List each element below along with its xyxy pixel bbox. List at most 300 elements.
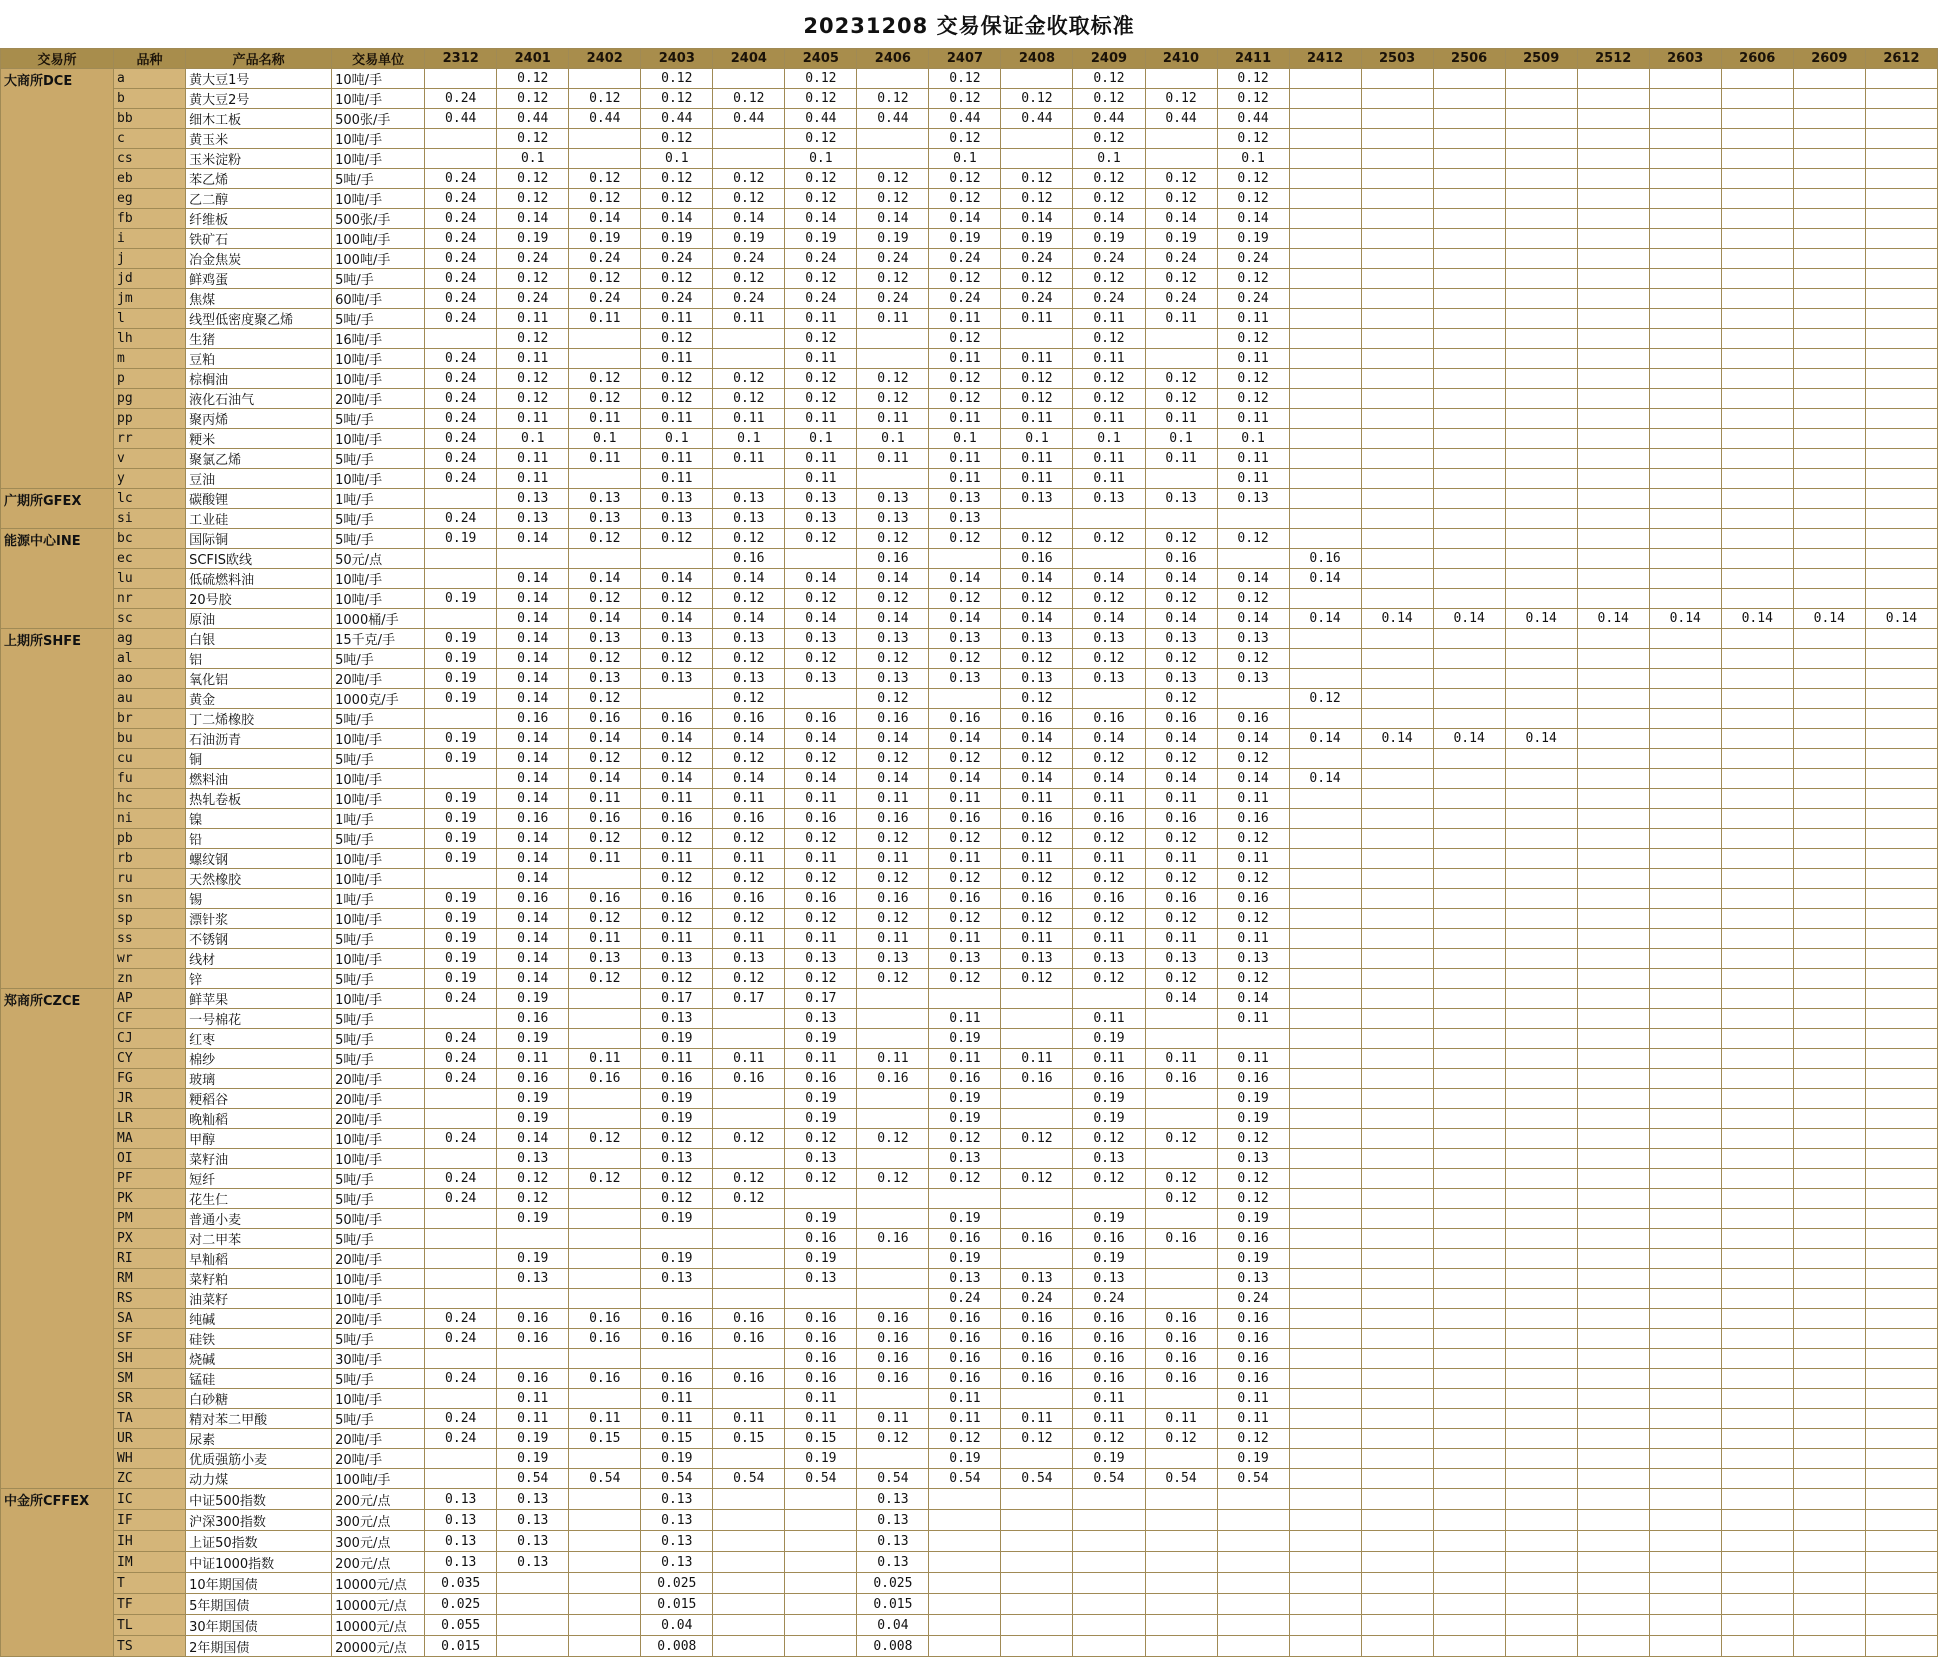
margin-rate-cell <box>1505 309 1577 329</box>
margin-rate-cell <box>1721 1189 1793 1209</box>
table-row <box>1 329 1938 349</box>
margin-rate-cell <box>1289 669 1361 689</box>
margin-rate-cell: 0.16 <box>497 1329 569 1349</box>
margin-rate-cell: 0.015 <box>857 1594 929 1615</box>
product-name-cell: 锰硅 <box>186 1369 332 1389</box>
table-row <box>1 189 1938 209</box>
margin-rate-cell: 0.19 <box>929 1109 1001 1129</box>
margin-rate-cell <box>1505 1269 1577 1289</box>
margin-rate-cell <box>1865 569 1937 589</box>
margin-rate-cell: 0.12 <box>713 969 785 989</box>
margin-rate-cell: 0.16 <box>1001 809 1073 829</box>
margin-rate-cell: 0.24 <box>1001 249 1073 269</box>
margin-rate-cell <box>1505 1169 1577 1189</box>
margin-rate-cell: 0.11 <box>785 1049 857 1069</box>
margin-rate-cell <box>1433 129 1505 149</box>
margin-rate-cell: 0.11 <box>1145 789 1217 809</box>
margin-rate-cell <box>569 149 641 169</box>
margin-rate-cell <box>713 149 785 169</box>
margin-rate-cell: 0.12 <box>1145 369 1217 389</box>
margin-rate-cell <box>1361 89 1433 109</box>
margin-rate-cell <box>1145 1289 1217 1309</box>
margin-rate-cell: 0.24 <box>425 389 497 409</box>
margin-rate-cell <box>1577 469 1649 489</box>
margin-rate-cell: 0.24 <box>641 289 713 309</box>
margin-rate-cell <box>1289 389 1361 409</box>
product-code-cell: zn <box>114 969 186 989</box>
margin-rate-cell: 0.14 <box>497 729 569 749</box>
margin-rate-cell: 0.19 <box>425 589 497 609</box>
column-header: 2410 <box>1145 49 1217 69</box>
margin-rate-cell <box>1145 1209 1217 1229</box>
margin-rate-cell <box>1865 1069 1937 1089</box>
margin-rate-cell: 0.16 <box>569 1069 641 1089</box>
margin-rate-cell <box>569 1349 641 1369</box>
margin-rate-cell <box>1073 1594 1145 1615</box>
margin-rate-cell: 0.24 <box>1073 249 1145 269</box>
product-code-cell: bc <box>114 529 186 549</box>
margin-rate-cell: 0.14 <box>713 209 785 229</box>
margin-rate-cell: 0.11 <box>1217 849 1289 869</box>
trade-unit-cell: 5吨/手 <box>332 309 425 329</box>
product-name-cell: 花生仁 <box>186 1189 332 1209</box>
margin-rate-cell: 0.12 <box>641 1129 713 1149</box>
margin-rate-cell: 0.11 <box>785 849 857 869</box>
margin-rate-cell <box>1721 909 1793 929</box>
trade-unit-cell: 10000元/点 <box>332 1615 425 1636</box>
product-name-cell: 燃料油 <box>186 769 332 789</box>
margin-rate-cell: 0.16 <box>1145 889 1217 909</box>
margin-rate-cell <box>1433 789 1505 809</box>
margin-rate-cell <box>425 609 497 629</box>
margin-rate-cell <box>713 1636 785 1657</box>
margin-rate-cell <box>1433 1169 1505 1189</box>
margin-rate-cell: 0.11 <box>857 309 929 329</box>
margin-rate-cell: 0.13 <box>785 1149 857 1169</box>
margin-rate-cell: 0.54 <box>1001 1469 1073 1489</box>
margin-rate-cell <box>1289 169 1361 189</box>
margin-rate-cell: 0.12 <box>569 389 641 409</box>
margin-rate-cell <box>1505 569 1577 589</box>
margin-rate-cell: 0.24 <box>1001 289 1073 309</box>
margin-rate-cell <box>1649 1329 1721 1349</box>
margin-rate-cell: 0.12 <box>713 909 785 929</box>
margin-rate-cell: 0.11 <box>713 1049 785 1069</box>
margin-rate-cell <box>785 689 857 709</box>
margin-rate-cell: 0.14 <box>1793 609 1865 629</box>
margin-rate-cell: 0.16 <box>569 1309 641 1329</box>
margin-rate-cell: 0.14 <box>785 609 857 629</box>
margin-rate-cell: 0.13 <box>1217 949 1289 969</box>
margin-rate-cell <box>1721 969 1793 989</box>
margin-rate-cell: 0.14 <box>713 609 785 629</box>
margin-rate-cell <box>425 1389 497 1409</box>
margin-rate-cell <box>1505 1069 1577 1089</box>
margin-rate-cell: 0.16 <box>1217 1229 1289 1249</box>
product-name-cell: 黄大豆2号 <box>186 89 332 109</box>
margin-rate-cell: 0.19 <box>425 949 497 969</box>
margin-rate-cell <box>1217 1615 1289 1636</box>
margin-rate-cell <box>1289 249 1361 269</box>
trade-unit-cell: 10吨/手 <box>332 769 425 789</box>
margin-rate-cell <box>1649 889 1721 909</box>
margin-rate-cell <box>1361 629 1433 649</box>
margin-rate-cell: 0.12 <box>569 269 641 289</box>
margin-rate-cell <box>425 149 497 169</box>
margin-rate-cell: 0.12 <box>1001 89 1073 109</box>
product-code-cell: SM <box>114 1369 186 1389</box>
margin-rate-cell: 0.12 <box>1001 689 1073 709</box>
margin-rate-cell <box>1793 329 1865 349</box>
product-name-cell: 碳酸锂 <box>186 489 332 509</box>
margin-rate-cell <box>1433 369 1505 389</box>
margin-rate-cell <box>1505 169 1577 189</box>
margin-rate-cell <box>1505 809 1577 829</box>
margin-rate-cell: 0.14 <box>929 769 1001 789</box>
margin-rate-cell: 0.12 <box>641 969 713 989</box>
margin-rate-cell <box>1865 1029 1937 1049</box>
margin-rate-cell: 0.19 <box>425 749 497 769</box>
trade-unit-cell: 5吨/手 <box>332 529 425 549</box>
margin-rate-cell <box>1433 1289 1505 1309</box>
margin-rate-cell: 0.54 <box>1217 1469 1289 1489</box>
margin-rate-cell: 0.13 <box>929 669 1001 689</box>
margin-rate-cell <box>1577 1329 1649 1349</box>
margin-rate-cell <box>1793 129 1865 149</box>
margin-rate-cell <box>569 1229 641 1249</box>
product-name-cell: 精对苯二甲酸 <box>186 1409 332 1429</box>
trade-unit-cell: 10吨/手 <box>332 909 425 929</box>
column-header: 2405 <box>785 49 857 69</box>
margin-rate-cell <box>1721 569 1793 589</box>
margin-rate-cell: 0.13 <box>857 489 929 509</box>
margin-rate-cell <box>1577 89 1649 109</box>
margin-rate-cell: 0.11 <box>1145 1049 1217 1069</box>
margin-rate-cell: 0.13 <box>1073 629 1145 649</box>
margin-rate-cell: 0.54 <box>929 1469 1001 1489</box>
margin-rate-cell: 0.12 <box>857 169 929 189</box>
margin-rate-cell: 0.11 <box>1073 1049 1145 1069</box>
margin-rate-cell <box>1865 969 1937 989</box>
margin-rate-cell <box>1721 1349 1793 1369</box>
margin-rate-cell: 0.1 <box>1073 429 1145 449</box>
table-row <box>1 689 1938 709</box>
margin-rate-cell <box>1433 829 1505 849</box>
margin-rate-cell <box>1361 249 1433 269</box>
margin-rate-cell <box>1577 169 1649 189</box>
margin-rate-cell <box>1505 929 1577 949</box>
margin-rate-cell <box>1577 1349 1649 1369</box>
margin-rate-cell <box>1793 1531 1865 1552</box>
margin-rate-cell: 0.12 <box>857 89 929 109</box>
margin-rate-cell: 0.14 <box>785 729 857 749</box>
margin-rate-cell: 0.12 <box>713 649 785 669</box>
margin-rate-cell <box>1361 109 1433 129</box>
margin-rate-cell: 0.19 <box>497 1109 569 1129</box>
margin-rate-cell: 0.19 <box>425 649 497 669</box>
margin-rate-cell <box>1361 1510 1433 1531</box>
margin-rate-cell: 0.24 <box>425 409 497 429</box>
margin-rate-cell <box>1793 789 1865 809</box>
margin-rate-cell: 0.14 <box>641 569 713 589</box>
margin-rate-cell <box>1577 1229 1649 1249</box>
product-name-cell: 10年期国债 <box>186 1573 332 1594</box>
margin-rate-cell <box>929 1636 1001 1657</box>
margin-rate-cell <box>713 1349 785 1369</box>
margin-rate-cell: 0.1 <box>1217 429 1289 449</box>
margin-rate-cell <box>1577 1369 1649 1389</box>
table-row <box>1 1309 1938 1329</box>
margin-rate-cell: 0.11 <box>1073 409 1145 429</box>
trade-unit-cell: 100吨/手 <box>332 229 425 249</box>
margin-rate-cell <box>1289 709 1361 729</box>
margin-rate-cell: 0.14 <box>1001 769 1073 789</box>
margin-rate-cell <box>497 1573 569 1594</box>
margin-rate-cell <box>1577 649 1649 669</box>
margin-rate-cell <box>1361 1029 1433 1049</box>
margin-rate-cell: 0.1 <box>641 149 713 169</box>
margin-rate-cell <box>569 69 641 89</box>
product-name-cell: 线型低密度聚乙烯 <box>186 309 332 329</box>
margin-rate-cell <box>1721 929 1793 949</box>
margin-rate-cell <box>1721 789 1793 809</box>
margin-rate-cell: 0.12 <box>1145 169 1217 189</box>
margin-rate-cell <box>1793 849 1865 869</box>
margin-rate-cell: 0.12 <box>785 269 857 289</box>
margin-rate-cell <box>1505 249 1577 269</box>
margin-rate-cell: 0.12 <box>641 129 713 149</box>
margin-rate-cell <box>1649 229 1721 249</box>
margin-rate-cell: 0.13 <box>1073 489 1145 509</box>
table-row <box>1 909 1938 929</box>
margin-rate-cell <box>1289 1329 1361 1349</box>
margin-rate-cell: 0.13 <box>425 1531 497 1552</box>
margin-rate-cell: 0.11 <box>1217 929 1289 949</box>
margin-rate-cell <box>1505 489 1577 509</box>
margin-rate-cell <box>1721 1489 1793 1510</box>
margin-rate-cell: 0.16 <box>929 1369 1001 1389</box>
product-code-cell: sp <box>114 909 186 929</box>
margin-rate-cell <box>1577 1129 1649 1149</box>
margin-rate-cell: 0.11 <box>497 1409 569 1429</box>
margin-rate-cell <box>1433 569 1505 589</box>
margin-rate-cell <box>1721 1429 1793 1449</box>
margin-rate-cell: 0.16 <box>785 1329 857 1349</box>
margin-rate-cell <box>1793 729 1865 749</box>
margin-rate-cell <box>1505 1489 1577 1510</box>
margin-rate-cell: 0.16 <box>1001 709 1073 729</box>
margin-rate-cell <box>1145 1489 1217 1510</box>
trade-unit-cell: 10吨/手 <box>332 429 425 449</box>
margin-rate-cell <box>1361 1069 1433 1089</box>
margin-rate-cell: 0.12 <box>497 329 569 349</box>
trade-unit-cell: 1000克/手 <box>332 689 425 709</box>
margin-rate-cell <box>1145 1531 1217 1552</box>
margin-rate-cell <box>1793 1129 1865 1149</box>
margin-rate-cell: 0.11 <box>569 1409 641 1429</box>
margin-rate-cell: 0.16 <box>1217 1069 1289 1089</box>
margin-rate-cell: 0.12 <box>641 589 713 609</box>
trade-unit-cell: 16吨/手 <box>332 329 425 349</box>
margin-rate-cell: 0.24 <box>425 1329 497 1349</box>
trade-unit-cell: 10吨/手 <box>332 569 425 589</box>
product-code-cell: jd <box>114 269 186 289</box>
margin-rate-cell: 0.13 <box>641 1531 713 1552</box>
margin-rate-cell: 0.14 <box>497 849 569 869</box>
margin-rate-cell <box>857 149 929 169</box>
margin-rate-cell <box>1145 69 1217 89</box>
margin-rate-cell <box>1721 369 1793 389</box>
margin-rate-cell: 0.16 <box>713 709 785 729</box>
margin-rate-cell <box>1433 229 1505 249</box>
trade-unit-cell: 10吨/手 <box>332 789 425 809</box>
margin-rate-cell: 0.16 <box>569 889 641 909</box>
table-row <box>1 1169 1938 1189</box>
margin-rate-cell: 0.11 <box>1001 469 1073 489</box>
margin-rate-cell: 0.1 <box>857 429 929 449</box>
margin-rate-cell: 0.24 <box>929 249 1001 269</box>
margin-rate-cell <box>1001 989 1073 1009</box>
margin-rate-cell <box>1793 529 1865 549</box>
margin-rate-cell: 0.14 <box>1145 769 1217 789</box>
trade-unit-cell: 50吨/手 <box>332 1209 425 1229</box>
margin-rate-cell: 0.16 <box>641 809 713 829</box>
table-row <box>1 749 1938 769</box>
product-code-cell: j <box>114 249 186 269</box>
margin-rate-cell: 0.12 <box>785 969 857 989</box>
product-code-cell: sn <box>114 889 186 909</box>
margin-rate-cell: 0.12 <box>1217 749 1289 769</box>
margin-rate-cell <box>1793 509 1865 529</box>
margin-rate-cell <box>1289 349 1361 369</box>
margin-rate-cell <box>1865 1489 1937 1510</box>
margin-rate-cell <box>1289 309 1361 329</box>
margin-rate-cell: 0.11 <box>857 789 929 809</box>
margin-rate-cell: 0.11 <box>1001 1049 1073 1069</box>
margin-rate-cell: 0.12 <box>785 189 857 209</box>
margin-rate-cell: 0.11 <box>1073 1389 1145 1409</box>
margin-rate-cell <box>857 1269 929 1289</box>
margin-rate-cell: 0.24 <box>1001 1289 1073 1309</box>
margin-rate-cell <box>1289 1109 1361 1129</box>
margin-rate-cell <box>1865 1409 1937 1429</box>
margin-rate-cell <box>1433 409 1505 429</box>
margin-rate-cell <box>1721 289 1793 309</box>
margin-rate-cell <box>1721 649 1793 669</box>
margin-rate-cell <box>1865 389 1937 409</box>
trade-unit-cell: 10吨/手 <box>332 1129 425 1149</box>
margin-rate-cell <box>1649 749 1721 769</box>
table-row <box>1 1249 1938 1269</box>
margin-rate-cell <box>1793 549 1865 569</box>
margin-rate-cell: 0.11 <box>1073 929 1145 949</box>
trade-unit-cell: 20吨/手 <box>332 1429 425 1449</box>
margin-rate-cell <box>1577 1269 1649 1289</box>
margin-rate-cell: 0.24 <box>425 1169 497 1189</box>
margin-rate-cell <box>1865 449 1937 469</box>
margin-rate-cell: 0.16 <box>785 1349 857 1369</box>
margin-rate-cell: 0.16 <box>1289 549 1361 569</box>
margin-rate-cell: 0.12 <box>1001 389 1073 409</box>
product-name-cell: 锡 <box>186 889 332 909</box>
margin-rate-cell: 0.12 <box>929 829 1001 849</box>
margin-rate-cell: 0.14 <box>497 949 569 969</box>
margin-rate-cell <box>1865 1636 1937 1657</box>
margin-rate-cell <box>1649 1129 1721 1149</box>
margin-rate-cell: 0.14 <box>1001 569 1073 589</box>
margin-rate-cell <box>1433 289 1505 309</box>
margin-rate-cell <box>1865 1329 1937 1349</box>
margin-rate-cell: 0.16 <box>569 1369 641 1389</box>
margin-rate-cell: 0.11 <box>1217 1389 1289 1409</box>
margin-rate-cell <box>1721 1169 1793 1189</box>
margin-rate-cell <box>1361 689 1433 709</box>
trade-unit-cell: 5吨/手 <box>332 1189 425 1209</box>
margin-rate-cell <box>1361 1409 1433 1429</box>
margin-rate-cell <box>569 1089 641 1109</box>
product-code-cell: eg <box>114 189 186 209</box>
trade-unit-cell: 60吨/手 <box>332 289 425 309</box>
margin-rate-cell <box>1001 129 1073 149</box>
margin-rate-cell: 0.025 <box>641 1573 713 1594</box>
margin-rate-cell: 0.16 <box>1073 1309 1145 1329</box>
margin-rate-cell: 0.54 <box>857 1469 929 1489</box>
margin-rate-cell: 0.12 <box>785 369 857 389</box>
margin-rate-cell: 0.12 <box>1073 589 1145 609</box>
column-header: 交易所 <box>1 49 114 69</box>
product-code-cell: hc <box>114 789 186 809</box>
margin-rate-cell <box>1577 1089 1649 1109</box>
margin-rate-cell <box>1289 829 1361 849</box>
margin-rate-cell <box>1433 1573 1505 1594</box>
margin-rate-cell <box>1865 1249 1937 1269</box>
margin-rate-cell <box>1433 1269 1505 1289</box>
margin-rate-cell <box>1721 1029 1793 1049</box>
margin-rate-cell <box>1649 1269 1721 1289</box>
margin-rate-cell: 0.14 <box>497 689 569 709</box>
product-name-cell: 天然橡胶 <box>186 869 332 889</box>
product-code-cell: ec <box>114 549 186 569</box>
margin-rate-cell: 0.16 <box>1217 1369 1289 1389</box>
margin-rate-cell: 0.1 <box>497 149 569 169</box>
table-row <box>1 809 1938 829</box>
margin-rate-cell: 0.12 <box>857 389 929 409</box>
margin-rate-cell <box>1433 1149 1505 1169</box>
margin-rate-cell: 0.14 <box>1289 609 1361 629</box>
exchange-cell: 广期所GFEX <box>1 489 114 529</box>
margin-rate-cell <box>1649 769 1721 789</box>
margin-rate-cell <box>1793 769 1865 789</box>
margin-rate-cell: 0.13 <box>1001 669 1073 689</box>
margin-rate-cell <box>1361 1189 1433 1209</box>
margin-rate-cell <box>1649 129 1721 149</box>
margin-rate-cell: 0.13 <box>785 669 857 689</box>
margin-rate-cell: 0.14 <box>1145 729 1217 749</box>
margin-rate-cell: 0.12 <box>1145 1129 1217 1149</box>
margin-rate-cell <box>1433 149 1505 169</box>
margin-rate-cell <box>713 1149 785 1169</box>
margin-rate-cell: 0.1 <box>785 429 857 449</box>
margin-rate-cell <box>1721 1009 1793 1029</box>
margin-rate-cell: 0.12 <box>1145 909 1217 929</box>
margin-rate-cell <box>569 1615 641 1636</box>
margin-rate-cell: 0.12 <box>1001 749 1073 769</box>
margin-rate-cell <box>1433 1369 1505 1389</box>
margin-rate-cell: 0.13 <box>497 1531 569 1552</box>
product-code-cell: bu <box>114 729 186 749</box>
margin-rate-cell: 0.44 <box>425 109 497 129</box>
margin-rate-cell <box>785 1531 857 1552</box>
